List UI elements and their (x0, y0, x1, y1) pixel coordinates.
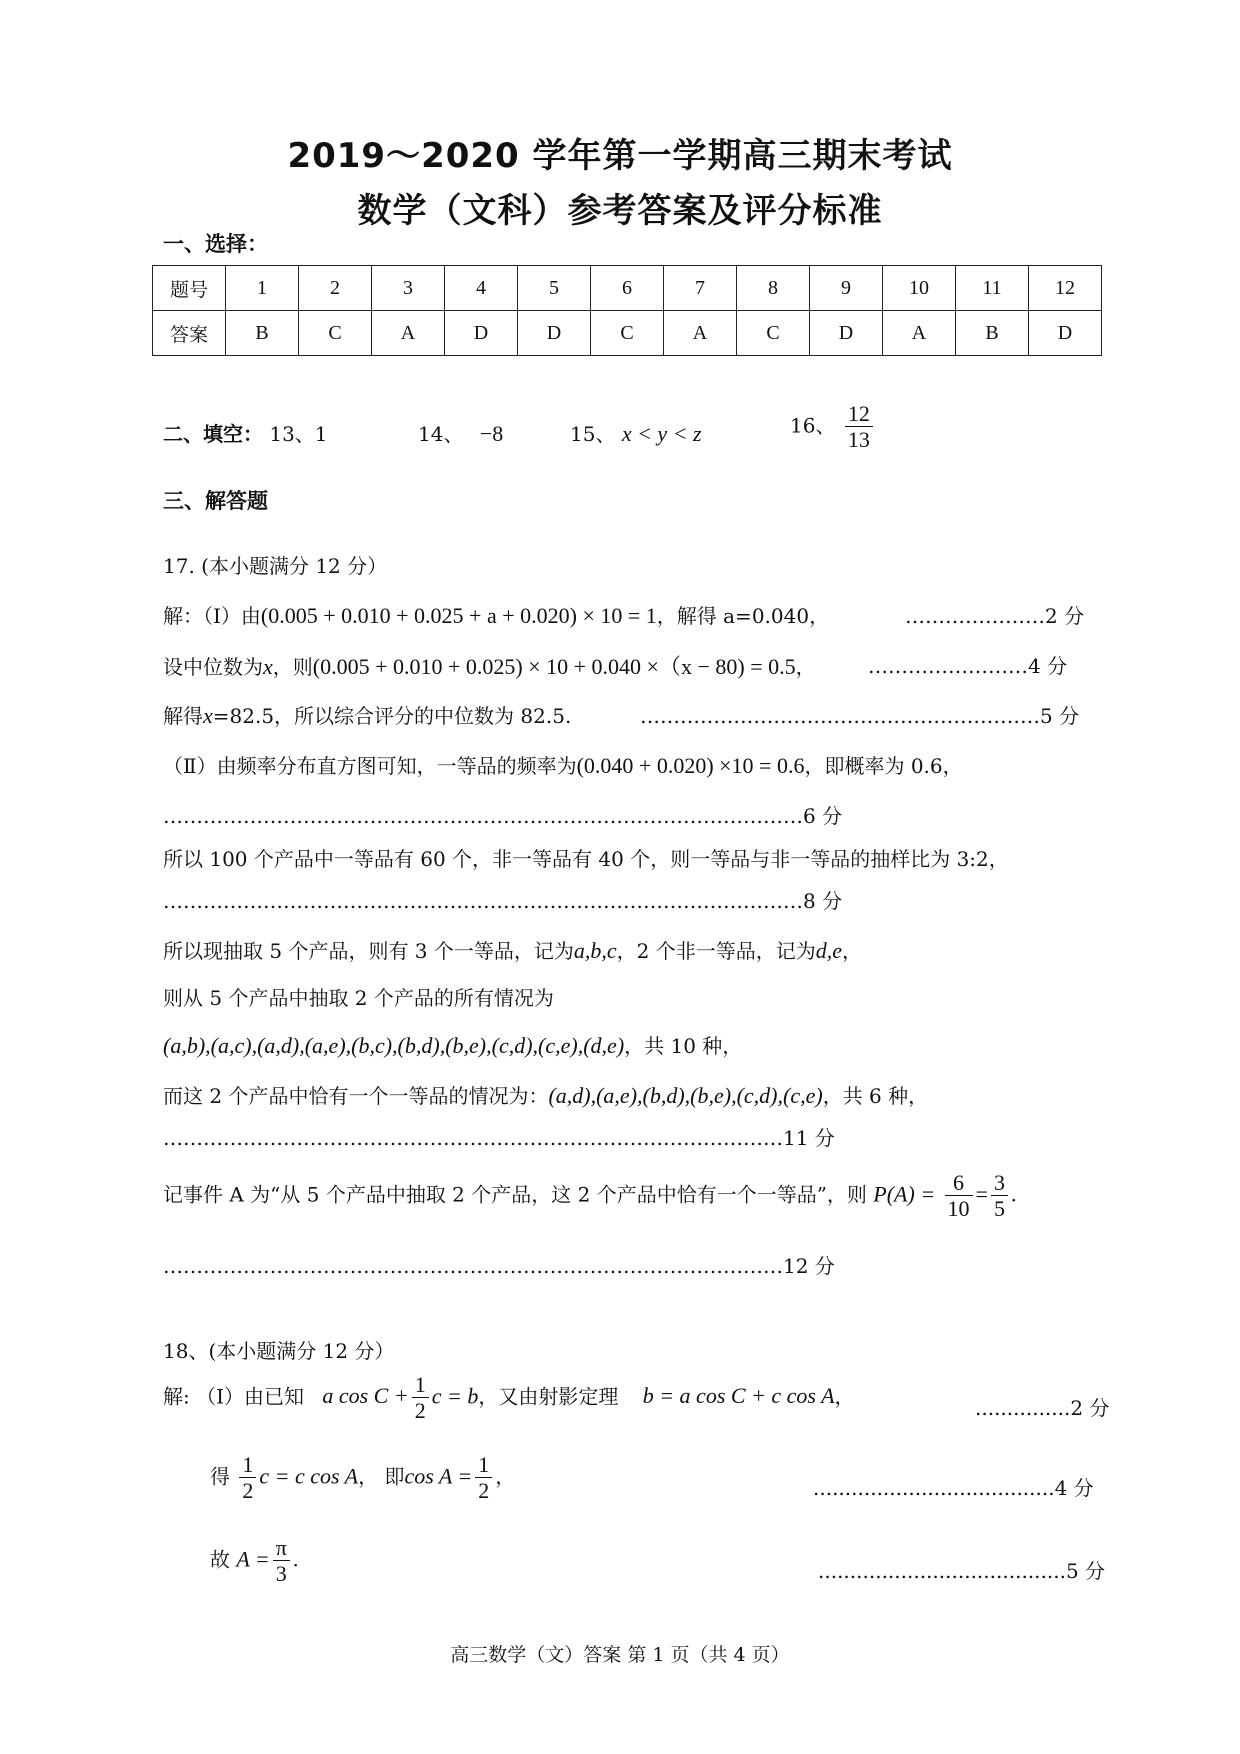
text: 设中位数为 (163, 655, 263, 679)
fraction-numerator: 1 (239, 1452, 256, 1478)
text: 解: （Ⅰ）由已知 (163, 1384, 304, 1409)
formula: a cos C + (322, 1383, 409, 1409)
p17-line-4 (163, 750, 963, 779)
answer-16 (790, 401, 876, 453)
text: ，则 (272, 655, 313, 679)
text: 解得 (163, 704, 203, 728)
p17-line-1 (163, 600, 829, 629)
table-cell: B (956, 311, 1029, 356)
fraction (273, 1535, 290, 1587)
table-cell: D (810, 311, 883, 356)
table-cell: D (1029, 311, 1102, 356)
p17-line-9: 则从 5 个产品中抽取 2 个产品的所有情况为 (163, 986, 554, 1010)
p17-line-13 (163, 1170, 1016, 1222)
table-cell: 9 (810, 266, 883, 311)
text: ， (795, 655, 816, 679)
formula: a,b,c (573, 938, 617, 963)
fraction-numerator: 1 (412, 1372, 429, 1398)
score-5: .......................................5 分 (818, 1559, 1106, 1583)
text: ， (495, 1464, 516, 1489)
text: ， (834, 1384, 855, 1409)
answer-14 (418, 418, 503, 447)
table-cell: 8 (737, 266, 810, 311)
table-cell: 7 (664, 266, 737, 311)
table-cell: 10 (883, 266, 956, 311)
text: ，共 10 种， (624, 1034, 743, 1058)
answer-15-value: x < y < z (621, 421, 702, 446)
text: ，又由射影定理 (478, 1384, 619, 1409)
fraction-denominator: 2 (242, 1478, 254, 1504)
table-header-number: 题号 (153, 266, 226, 311)
formula: c = c cos A (259, 1463, 359, 1489)
formula: c = b (431, 1383, 479, 1409)
variable: x (203, 703, 213, 728)
problem-17-heading: 17. (本小题满分 12 分） (163, 554, 388, 578)
score-4: ......................................4 分 (813, 1476, 1094, 1500)
p17-line-10 (163, 1030, 742, 1059)
text: 而这 2 个产品中恰有一个一等品的情况为： (163, 1084, 549, 1108)
p17-line-2 (163, 650, 816, 681)
answer-14-label: 14、 (418, 422, 464, 446)
table-cell: 6 (591, 266, 664, 311)
fill-in-line (163, 418, 328, 447)
fraction-denominator: 2 (414, 1398, 426, 1424)
variable: x (263, 654, 273, 679)
table-cell: 3 (372, 266, 445, 311)
fraction-numerator: 3 (991, 1170, 1008, 1196)
answer-13: 13、1 (269, 422, 328, 446)
page-footer: 高三数学（文）答案 第 1 页（共 4 页） (450, 1644, 790, 1666)
table-cell: 1 (226, 266, 299, 311)
text: =82.5，所以综合评分的中位数为 82.5. (212, 704, 572, 728)
page-title-line2: 数学（文科）参考答案及评分标准 (357, 191, 883, 231)
formula: cos A = (404, 1463, 473, 1489)
formula: (a,b),(a,c),(a,d),(a,e),(b,c),(b,d),(b,e),(c,d),(c,e),(d,e) (163, 1033, 625, 1058)
p17-line-8 (163, 935, 862, 964)
text: ，即概率为 0.6， (804, 754, 963, 778)
table-cell: 2 (299, 266, 372, 311)
score-12: …………………………………………………………………………………12 分 (163, 1254, 835, 1278)
answer-16-fraction (845, 401, 873, 453)
p18-line-1 (163, 1372, 855, 1424)
text: ，解得 a=0.040， (656, 604, 830, 628)
table-cell: D (445, 311, 518, 356)
table-cell: 11 (956, 266, 1029, 311)
text: 得 (210, 1464, 230, 1489)
table-cell: 4 (445, 266, 518, 311)
page-title-line1: 2019～2020 学年第一学期高三期末考试 (287, 136, 953, 176)
text: 所以现抽取 5 个产品，则有 3 个一等品，记为 (163, 939, 574, 963)
fraction-numerator: 1 (475, 1452, 492, 1478)
fraction (412, 1372, 429, 1424)
formula: A = (236, 1546, 270, 1572)
table-cell: A (664, 311, 737, 356)
answer-15 (570, 418, 702, 447)
text: 故 (210, 1547, 230, 1572)
formula: d,e (815, 938, 843, 963)
answer-16-label: 16、 (790, 413, 836, 438)
p18-line-2 (210, 1452, 515, 1504)
formula: . (1010, 1181, 1017, 1207)
fraction-denominator: 3 (275, 1561, 287, 1587)
formula: . (292, 1546, 299, 1572)
answer-15-label: 15、 (570, 422, 616, 446)
fraction-numerator: 12 (845, 401, 873, 427)
section-fill-heading: 二、填空： (163, 422, 263, 446)
fraction-numerator: 6 (945, 1170, 973, 1196)
table-cell: D (518, 311, 591, 356)
score-11: …………………………………………………………………………………11 分 (163, 1126, 835, 1150)
table-row-answers (153, 311, 1102, 356)
fraction-denominator: 10 (947, 1196, 970, 1222)
p17-line-3 (163, 700, 571, 729)
formula: = (975, 1181, 988, 1207)
formula: (0.005 + 0.010 + 0.025 + a + 0.020) × 10 = 1 (260, 603, 657, 628)
table-cell: B (226, 311, 299, 356)
p17-line-11 (163, 1080, 928, 1109)
text: （Ⅱ）由频率分布直方图可知，一等品的频率为 (163, 754, 577, 778)
section-choice-heading: 一、选择： (163, 232, 268, 256)
table-cell: C (737, 311, 810, 356)
table-row-numbers (153, 266, 1102, 311)
fraction (945, 1170, 973, 1222)
fraction-denominator: 5 (993, 1196, 1005, 1222)
table-cell: A (372, 311, 445, 356)
text: ，2 个非一等品，记为 (616, 939, 816, 963)
score-5: ……………………………………………………5 分 (640, 704, 1080, 728)
score-6: ……………………………………………………………………………………6 分 (163, 804, 843, 828)
score-4: ……………………4 分 (868, 654, 1068, 678)
formula: (a,d),(a,e),(b,d),(b,e),(c,d),(c,e) (548, 1083, 823, 1108)
p18-line-3 (210, 1535, 298, 1587)
p17-line-6: 所以 100 个产品中一等品有 60 个，非一等品有 40 个，则一等品与非一等品的抽样比为 3:2， (163, 847, 1009, 871)
formula: (0.040 + 0.020) ×10 = 0.6 (576, 753, 805, 778)
fraction (475, 1452, 492, 1504)
problem-18-heading: 18、(本小题满分 12 分） (163, 1339, 395, 1363)
score-2: …………………2 分 (905, 604, 1085, 628)
formula: P(A) = (873, 1181, 936, 1207)
answer-14-value: −8 (479, 421, 504, 446)
table-cell: A (883, 311, 956, 356)
table-header-answer: 答案 (153, 311, 226, 356)
formula: b = a cos C + c cos A (642, 1383, 835, 1409)
score-8: ……………………………………………………………………………………8 分 (163, 889, 843, 913)
text: 记事件 A 为“从 5 个产品中抽取 2 个产品，这 2 个产品中恰有一个一等品”，则 (163, 1182, 867, 1207)
formula: (0.005 + 0.010 + 0.025) × 10 + 0.040 ×（x − 80) = 0.5 (312, 654, 796, 679)
text: 解：（Ⅰ）由 (163, 604, 261, 628)
text: ， (842, 939, 863, 963)
text: ，共 6 种， (822, 1084, 929, 1108)
fraction (239, 1452, 256, 1504)
table-cell: 5 (518, 266, 591, 311)
table-cell: C (299, 311, 372, 356)
fraction-denominator: 13 (847, 427, 870, 453)
fraction-numerator: π (273, 1535, 290, 1561)
table-cell: 12 (1029, 266, 1102, 311)
fraction-denominator: 2 (478, 1478, 490, 1504)
score-2: ...............2 分 (975, 1396, 1110, 1420)
answer-table (152, 265, 1102, 356)
text: ， 即 (358, 1464, 405, 1489)
fraction (991, 1170, 1008, 1222)
table-cell: C (591, 311, 664, 356)
section-solutions-heading: 三、解答题 (163, 489, 268, 513)
